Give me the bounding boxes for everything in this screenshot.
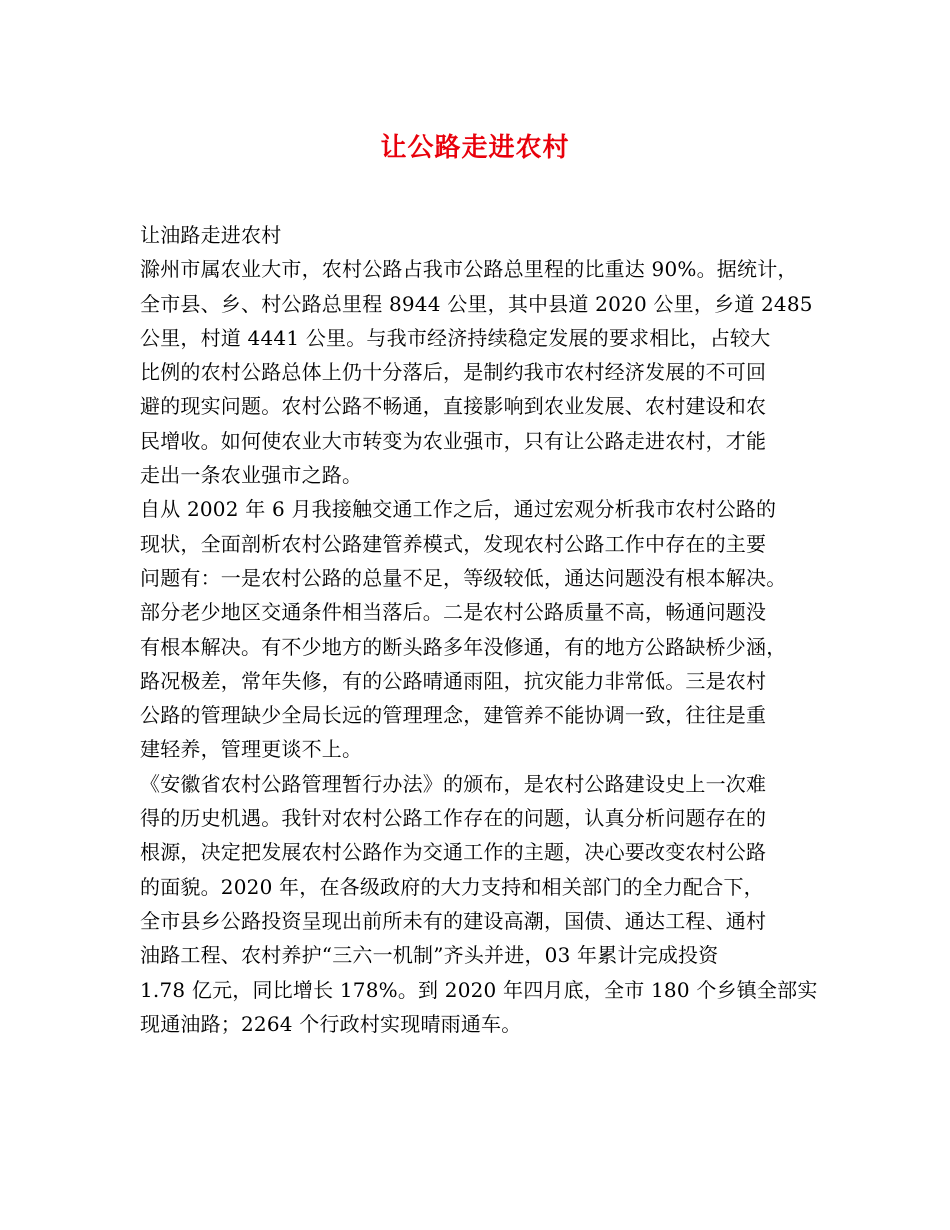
body-line: 路况极差，常年失修，有的公路晴通雨阻，抗灾能力非常低。三是农村 xyxy=(140,668,767,693)
body-line: 避的现实问题。农村公路不畅通，直接影响到农业发展、农村建设和农 xyxy=(140,394,767,419)
document-title: 让公路走进农村 xyxy=(380,133,570,163)
body-line: 的面貌。2020 年，在各级政府的大力支持和相关部门的全力配合下， xyxy=(140,874,764,899)
body-line: 《安徽省农村公路管理暂行办法》的颁布，是农村公路建设史上一次难 xyxy=(140,771,767,796)
body-line: 现状，全面剖析农村公路建管养模式，发现农村公路工作中存在的主要 xyxy=(140,531,767,556)
body-line: 自从 2002 年 6 月我接触交通工作之后，通过宏观分析我市农村公路的 xyxy=(140,497,777,522)
document-body xyxy=(140,218,830,1041)
body-line: 全市县、乡、村公路总里程 8944 公里，其中县道 2020 公里，乡道 2485 xyxy=(140,291,813,316)
body-line: 建轻养，管理更谈不上。 xyxy=(140,737,363,762)
body-line: 全市县乡公路投资呈现出前所未有的建设高潮，国债、通达工程、通村 xyxy=(140,908,767,933)
body-line: 有根本解决。有不少地方的断头路多年没修通，有的地方公路缺桥少涵， xyxy=(140,634,787,659)
body-line: 民增收。如何使农业大市转变为农业强市，只有让公路走进农村，才能 xyxy=(140,428,767,453)
body-line: 公路的管理缺少全局长远的管理理念，建管养不能协调一致，往往是重 xyxy=(140,703,767,728)
body-line: 公里，村道 4441 公里。与我市经济持续稳定发展的要求相比，占较大 xyxy=(140,325,771,350)
body-line: 现通油路；2264 个行政村实现晴雨通车。 xyxy=(140,1011,522,1036)
body-line: 油路工程、农村养护“三六一机制”齐头并进，03 年累计完成投资 xyxy=(140,943,719,968)
body-line: 根源，决定把发展农村公路作为交通工作的主题，决心要改变农村公路 xyxy=(140,840,767,865)
body-line: 问题有：一是农村公路的总量不足，等级较低，通达问题没有根本解决。 xyxy=(140,565,787,590)
body-line: 比例的农村公路总体上仍十分落后，是制约我市农村经济发展的不可回 xyxy=(140,360,767,385)
body-line: 走出一条农业强市之路。 xyxy=(140,463,363,488)
body-line: 让油路走进农村 xyxy=(140,223,282,247)
body-line: 1.78 亿元，同比增长 178%。到 2020 年四月底，全市 180 个乡镇全部实 xyxy=(140,977,818,1002)
body-line: 得的历史机遇。我针对农村公路工作存在的问题，认真分析问题存在的 xyxy=(140,806,767,831)
body-line: 部分老少地区交通条件相当落后。二是农村公路质量不高，畅通问题没 xyxy=(140,600,767,625)
body-line: 滁州市属农业大市，农村公路占我市公路总里程的比重达 90%。据统计， xyxy=(140,257,798,282)
